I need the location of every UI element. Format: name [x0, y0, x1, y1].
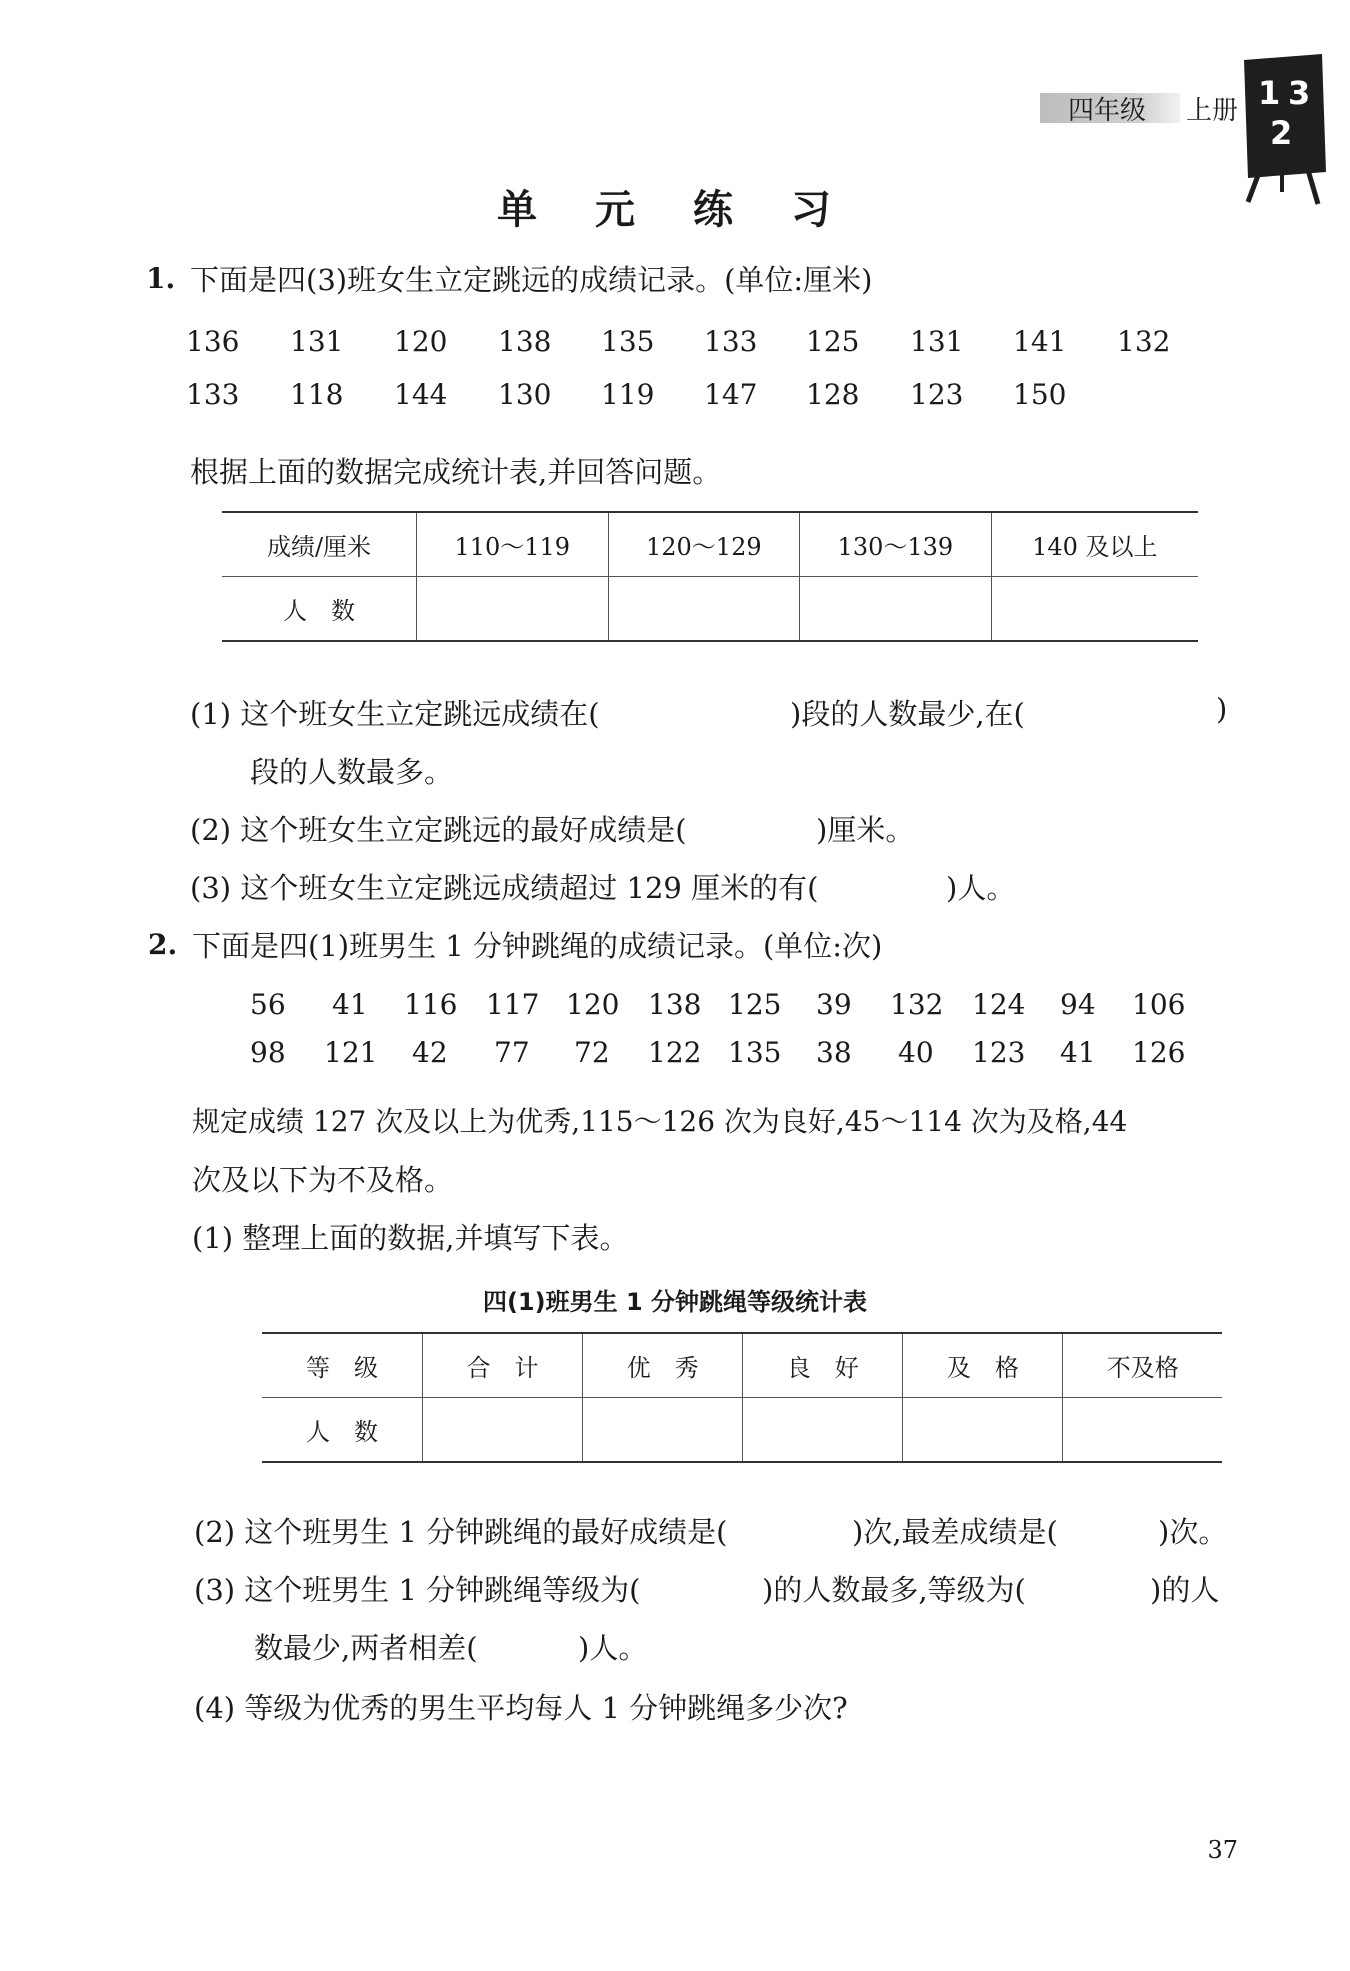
q2-sub3-d: 数最少,两者相差( — [254, 1631, 478, 1665]
q1-sub1-c: ) — [1216, 692, 1228, 726]
count-cell[interactable] — [583, 1398, 743, 1463]
data-value: 40 — [898, 1036, 934, 1069]
col-fail: 不及格 — [1063, 1333, 1222, 1398]
col-excellent: 优 秀 — [583, 1333, 743, 1398]
table-header-label: 成绩/厘米 — [222, 512, 417, 577]
count-cell[interactable] — [743, 1398, 903, 1463]
q2-sub3-a: (3) 这个班男生 1 分钟跳绳等级为( — [194, 1573, 641, 1607]
page-title: 单 元 练 习 — [497, 187, 853, 233]
data-value: 131 — [290, 325, 344, 358]
count-cell[interactable] — [417, 577, 609, 642]
data-value: 144 — [394, 378, 448, 411]
row-label-count: 人 数 — [222, 577, 417, 642]
col-good: 良 好 — [743, 1333, 903, 1398]
data-value: 42 — [412, 1036, 448, 1069]
data-value: 126 — [1132, 1036, 1186, 1069]
row-label-count: 人 数 — [262, 1398, 423, 1463]
q2-sub3-c: )的人 — [1150, 1573, 1220, 1607]
q1-number: 1. — [146, 262, 176, 295]
q2-sub4: (4) 等级为优秀的男生平均每人 1 分钟跳绳多少次? — [194, 1691, 848, 1725]
data-value: 118 — [290, 378, 344, 411]
svg-text:1: 1 — [1258, 74, 1281, 112]
data-value: 130 — [498, 378, 552, 411]
data-value: 132 — [890, 988, 944, 1021]
data-value: 123 — [972, 1036, 1026, 1069]
q2-sub3-e: )人。 — [578, 1631, 648, 1665]
count-cell[interactable] — [800, 577, 992, 642]
data-value: 123 — [910, 378, 964, 411]
count-cell[interactable] — [608, 577, 800, 642]
range-140-plus: 140 及以上 — [991, 512, 1198, 577]
col-total: 合 计 — [423, 1333, 583, 1398]
q2-sub2-a: (2) 这个班男生 1 分钟跳绳的最好成绩是( — [194, 1515, 728, 1549]
count-cell[interactable] — [1063, 1398, 1222, 1463]
data-value: 120 — [394, 325, 448, 358]
q2-sub3-b: )的人数最多,等级为( — [762, 1573, 1026, 1607]
svg-text:3: 3 — [1288, 74, 1311, 112]
q2-rule-line2: 次及以下为不及格。 — [192, 1163, 454, 1197]
volume-label: 上册 — [1186, 96, 1239, 126]
data-value: 117 — [486, 988, 540, 1021]
data-value: 122 — [648, 1036, 702, 1069]
data-value: 136 — [186, 325, 240, 358]
q2-prompt: 下面是四(1)班男生 1 分钟跳绳的成绩记录。(单位:次) — [192, 929, 883, 963]
q1-sub3-a: (3) 这个班女生立定跳远成绩超过 129 厘米的有( — [190, 871, 819, 905]
data-value: 132 — [1117, 325, 1171, 358]
count-cell[interactable] — [903, 1398, 1063, 1463]
q2-stat-table — [262, 1332, 1222, 1463]
q2-sub2-c: )次。 — [1158, 1515, 1228, 1549]
col-pass: 及 格 — [903, 1333, 1063, 1398]
data-value: 121 — [324, 1036, 378, 1069]
data-value: 98 — [250, 1036, 286, 1069]
range-130-139: 130～139 — [800, 512, 992, 577]
q1-sub1-a: (1) 这个班女生立定跳远成绩在( — [190, 697, 600, 731]
q2-rule-line1: 规定成绩 127 次及以上为优秀,115～126 次为良好,45～114 次为及格,44 — [192, 1105, 1128, 1138]
svg-text:2: 2 — [1270, 114, 1293, 152]
q1-sub2-a: (2) 这个班女生立定跳远的最好成绩是( — [190, 813, 687, 847]
data-value: 133 — [186, 378, 240, 411]
data-value: 135 — [728, 1036, 782, 1069]
data-value: 133 — [704, 325, 758, 358]
data-value: 125 — [806, 325, 860, 358]
count-cell[interactable] — [423, 1398, 583, 1463]
data-value: 116 — [404, 988, 458, 1021]
data-value: 77 — [494, 1036, 530, 1069]
q1-sub3-b: )人。 — [946, 871, 1016, 905]
data-value: 72 — [574, 1036, 610, 1069]
range-120-129: 120～129 — [608, 512, 800, 577]
page-number: 37 — [1207, 1836, 1238, 1864]
data-value: 138 — [648, 988, 702, 1021]
q2-sub2-b: )次,最差成绩是( — [852, 1515, 1058, 1549]
q2-number: 2. — [148, 928, 178, 961]
data-value: 138 — [498, 325, 552, 358]
data-value: 41 — [332, 988, 368, 1021]
data-value: 128 — [806, 378, 860, 411]
data-value: 150 — [1013, 378, 1067, 411]
table-header-label: 等 级 — [262, 1333, 423, 1398]
q1-instruction: 根据上面的数据完成统计表,并回答问题。 — [190, 455, 722, 489]
q2-table-caption: 四(1)班男生 1 分钟跳绳等级统计表 — [482, 1288, 868, 1316]
q1-sub2-b: )厘米。 — [816, 813, 915, 847]
range-110-119: 110～119 — [417, 512, 609, 577]
data-value: 119 — [601, 378, 655, 411]
data-value: 131 — [910, 325, 964, 358]
data-value: 135 — [601, 325, 655, 358]
data-value: 124 — [972, 988, 1026, 1021]
data-value: 141 — [1013, 325, 1067, 358]
data-value: 56 — [250, 988, 286, 1021]
data-value: 94 — [1060, 988, 1096, 1021]
data-value: 125 — [728, 988, 782, 1021]
count-cell[interactable] — [991, 577, 1198, 642]
q2-sub1: (1) 整理上面的数据,并填写下表。 — [192, 1221, 629, 1255]
data-value: 120 — [566, 988, 620, 1021]
data-value: 41 — [1060, 1036, 1096, 1069]
q1-sub1-b: )段的人数最少,在( — [790, 697, 1025, 731]
q1-prompt: 下面是四(3)班女生立定跳远的成绩记录。(单位:厘米) — [190, 263, 873, 297]
data-value: 147 — [704, 378, 758, 411]
q1-sub1-d: 段的人数最多。 — [250, 755, 454, 789]
grade-label: 四年级 — [1068, 96, 1147, 126]
data-value: 38 — [816, 1036, 852, 1069]
data-value: 106 — [1132, 988, 1186, 1021]
q1-stat-table — [222, 511, 1198, 642]
data-value: 39 — [816, 988, 852, 1021]
